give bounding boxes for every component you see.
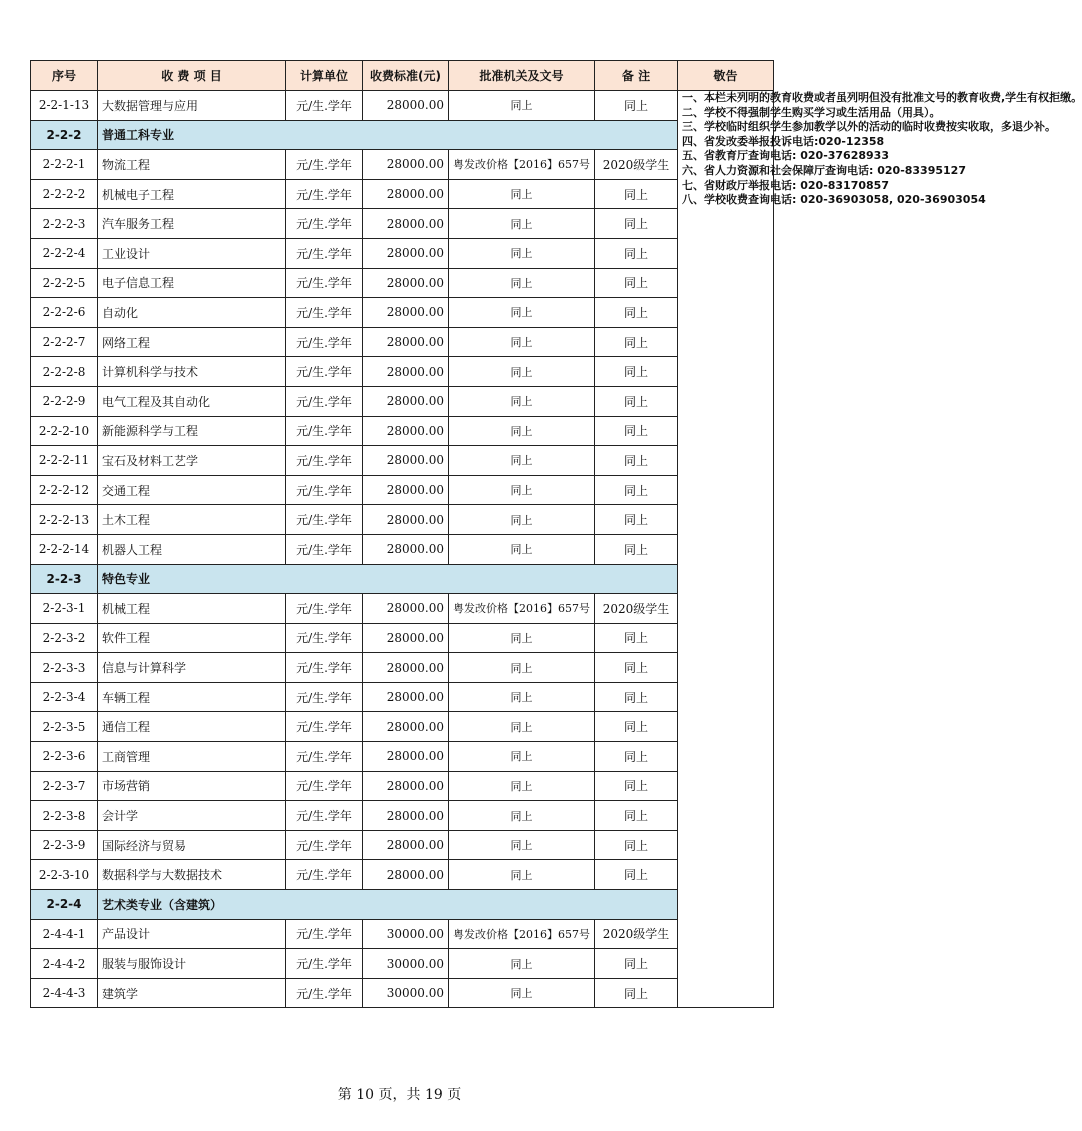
row-code: 2-2-3-6 [31, 742, 98, 772]
row-fee: 28000.00 [363, 238, 449, 268]
row-item: 计算机科学与技术 [98, 357, 286, 387]
row-authority: 同上 [449, 534, 595, 564]
row-authority: 粤发改价格【2016】657号 [449, 150, 595, 180]
notice-cell [678, 91, 1082, 1008]
row-authority: 同上 [449, 712, 595, 742]
row-unit: 元/生.学年 [286, 742, 363, 772]
table-row [31, 386, 774, 416]
row-note: 同上 [595, 623, 678, 653]
row-code: 2-2-3-9 [31, 830, 98, 860]
row-unit: 元/生.学年 [286, 150, 363, 180]
notice-line: 五、省教育厅查询电话: 020-37628933 [682, 149, 889, 163]
header-authority: 批准机关及文号 [449, 61, 595, 91]
group-title: 艺术类专业（含建筑） [98, 890, 678, 920]
header-notice: 敬告 [678, 61, 774, 91]
row-unit: 元/生.学年 [286, 860, 363, 890]
row-fee: 28000.00 [363, 623, 449, 653]
table-row [31, 653, 774, 683]
group-row [31, 120, 774, 150]
row-item: 网络工程 [98, 327, 286, 357]
row-item: 产品设计 [98, 919, 286, 949]
row-code: 2-2-2-4 [31, 238, 98, 268]
row-fee: 28000.00 [363, 150, 449, 180]
row-item: 土木工程 [98, 505, 286, 535]
row-item: 交通工程 [98, 475, 286, 505]
table-row [31, 623, 774, 653]
row-note: 同上 [595, 712, 678, 742]
row-authority: 同上 [449, 238, 595, 268]
row-item: 市场营销 [98, 771, 286, 801]
row-note: 同上 [595, 682, 678, 712]
row-unit: 元/生.学年 [286, 623, 363, 653]
table-row [31, 357, 774, 387]
table-row [31, 179, 774, 209]
row-authority: 同上 [449, 949, 595, 979]
row-fee: 28000.00 [363, 386, 449, 416]
row-note: 同上 [595, 91, 678, 121]
row-item: 机械工程 [98, 594, 286, 624]
row-fee: 28000.00 [363, 860, 449, 890]
row-item: 工业设计 [98, 238, 286, 268]
row-authority: 同上 [449, 505, 595, 535]
row-fee: 28000.00 [363, 594, 449, 624]
header-fee: 收费标准(元) [363, 61, 449, 91]
page-footer: 第 10 页，共 19 页 [337, 1087, 462, 1103]
row-code: 2-2-2-12 [31, 475, 98, 505]
notice-line: 七、省财政厅举报电话: 020-83170857 [682, 178, 889, 192]
row-code: 2-2-2-8 [31, 357, 98, 387]
group-title: 普通工科专业 [98, 120, 678, 150]
row-authority: 同上 [449, 209, 595, 239]
row-fee: 28000.00 [363, 534, 449, 564]
row-item: 工商管理 [98, 742, 286, 772]
row-code: 2-2-2-14 [31, 534, 98, 564]
row-code: 2-2-2-7 [31, 327, 98, 357]
row-fee: 28000.00 [363, 682, 449, 712]
row-unit: 元/生.学年 [286, 505, 363, 535]
row-unit: 元/生.学年 [286, 209, 363, 239]
row-authority: 同上 [449, 298, 595, 328]
table-row [31, 860, 774, 890]
row-item: 数据科学与大数据技术 [98, 860, 286, 890]
row-fee: 30000.00 [363, 919, 449, 949]
row-item: 信息与计算科学 [98, 653, 286, 683]
row-authority: 同上 [449, 268, 595, 298]
row-item: 自动化 [98, 298, 286, 328]
header-row [31, 61, 774, 91]
row-fee: 28000.00 [363, 357, 449, 387]
row-unit: 元/生.学年 [286, 919, 363, 949]
row-note: 同上 [595, 830, 678, 860]
row-item: 软件工程 [98, 623, 286, 653]
row-unit: 元/生.学年 [286, 446, 363, 476]
table-row [31, 534, 774, 564]
row-unit: 元/生.学年 [286, 949, 363, 979]
row-note: 同上 [595, 298, 678, 328]
row-item: 建筑学 [98, 978, 286, 1008]
row-authority: 同上 [449, 801, 595, 831]
row-code: 2-2-2-6 [31, 298, 98, 328]
notice-line: 六、省人力资源和社会保障厅查询电话: 020-83395127 [682, 163, 966, 177]
header-note: 备 注 [595, 61, 678, 91]
row-unit: 元/生.学年 [286, 298, 363, 328]
table-row [31, 919, 774, 949]
row-note: 2020级学生 [595, 594, 678, 624]
notice-line: 三、学校临时组织学生参加教学以外的活动的临时收费按实收取，多退少补。 [682, 120, 1056, 134]
row-code: 2-2-2-5 [31, 268, 98, 298]
row-authority: 同上 [449, 386, 595, 416]
row-authority: 同上 [449, 416, 595, 446]
group-row [31, 890, 774, 920]
row-item: 会计学 [98, 801, 286, 831]
row-code: 2-4-4-1 [31, 919, 98, 949]
table-row [31, 446, 774, 476]
row-authority: 同上 [449, 978, 595, 1008]
row-fee: 28000.00 [363, 742, 449, 772]
row-authority: 同上 [449, 830, 595, 860]
row-fee: 30000.00 [363, 949, 449, 979]
row-unit: 元/生.学年 [286, 91, 363, 121]
row-authority: 同上 [449, 860, 595, 890]
row-fee: 30000.00 [363, 978, 449, 1008]
row-unit: 元/生.学年 [286, 534, 363, 564]
row-unit: 元/生.学年 [286, 268, 363, 298]
row-item: 机械电子工程 [98, 179, 286, 209]
table-row [31, 91, 774, 121]
row-fee: 28000.00 [363, 505, 449, 535]
table-row [31, 830, 774, 860]
row-authority: 同上 [449, 357, 595, 387]
row-unit: 元/生.学年 [286, 830, 363, 860]
row-item: 新能源科学与工程 [98, 416, 286, 446]
table-row [31, 978, 774, 1008]
row-authority: 同上 [449, 179, 595, 209]
row-item: 宝石及材料工艺学 [98, 446, 286, 476]
row-note: 同上 [595, 416, 678, 446]
header-unit: 计算单位 [286, 61, 363, 91]
row-unit: 元/生.学年 [286, 357, 363, 387]
fee-table [30, 60, 1082, 1008]
row-code: 2-2-2-9 [31, 386, 98, 416]
row-code: 2-2-3-2 [31, 623, 98, 653]
row-code: 2-2-2-2 [31, 179, 98, 209]
row-item: 国际经济与贸易 [98, 830, 286, 860]
row-unit: 元/生.学年 [286, 386, 363, 416]
row-item: 电气工程及其自动化 [98, 386, 286, 416]
row-note: 同上 [595, 949, 678, 979]
row-code: 2-2-2-1 [31, 150, 98, 180]
row-code: 2-2-3-5 [31, 712, 98, 742]
table-row [31, 327, 774, 357]
row-fee: 28000.00 [363, 298, 449, 328]
row-note: 同上 [595, 534, 678, 564]
header-code: 序号 [31, 61, 98, 91]
row-fee: 28000.00 [363, 91, 449, 121]
row-authority: 同上 [449, 771, 595, 801]
row-note: 同上 [595, 801, 678, 831]
row-item: 电子信息工程 [98, 268, 286, 298]
row-fee: 28000.00 [363, 209, 449, 239]
notice-line: 四、省发改委举报投诉电话:020-12358 [682, 134, 885, 148]
row-note: 2020级学生 [595, 150, 678, 180]
row-authority: 同上 [449, 91, 595, 121]
row-fee: 28000.00 [363, 416, 449, 446]
table-row [31, 238, 774, 268]
row-item: 机器人工程 [98, 534, 286, 564]
row-fee: 28000.00 [363, 653, 449, 683]
row-note: 同上 [595, 505, 678, 535]
table-row [31, 682, 774, 712]
row-code: 2-4-4-2 [31, 949, 98, 979]
row-authority: 同上 [449, 742, 595, 772]
row-fee: 28000.00 [363, 446, 449, 476]
row-authority: 同上 [449, 653, 595, 683]
row-note: 同上 [595, 209, 678, 239]
table-row [31, 742, 774, 772]
row-item: 大数据管理与应用 [98, 91, 286, 121]
row-note: 同上 [595, 238, 678, 268]
table-row [31, 801, 774, 831]
row-unit: 元/生.学年 [286, 179, 363, 209]
row-unit: 元/生.学年 [286, 475, 363, 505]
row-unit: 元/生.学年 [286, 801, 363, 831]
row-note: 同上 [595, 327, 678, 357]
table-row [31, 209, 774, 239]
row-note: 同上 [595, 742, 678, 772]
row-unit: 元/生.学年 [286, 653, 363, 683]
row-note: 同上 [595, 860, 678, 890]
row-item: 服装与服饰设计 [98, 949, 286, 979]
row-code: 2-2-3-4 [31, 682, 98, 712]
row-authority: 粤发改价格【2016】657号 [449, 919, 595, 949]
table-row [31, 416, 774, 446]
table-row [31, 268, 774, 298]
row-unit: 元/生.学年 [286, 712, 363, 742]
row-code: 2-2-2-3 [31, 209, 98, 239]
notice-line: 八、学校收费查询电话: 020-36903058, 020-36903054 [682, 193, 986, 207]
table-row [31, 594, 774, 624]
fee-table-body [31, 91, 1082, 1008]
row-fee: 28000.00 [363, 327, 449, 357]
row-code: 2-2-2-11 [31, 446, 98, 476]
table-row [31, 475, 774, 505]
group-title: 特色专业 [98, 564, 678, 594]
table-row [31, 150, 774, 180]
row-note: 同上 [595, 357, 678, 387]
row-unit: 元/生.学年 [286, 238, 363, 268]
group-code: 2-2-4 [31, 890, 98, 920]
header-item: 收 费 项 目 [98, 61, 286, 91]
row-unit: 元/生.学年 [286, 978, 363, 1008]
row-note: 同上 [595, 386, 678, 416]
table-row [31, 771, 774, 801]
row-fee: 28000.00 [363, 830, 449, 860]
row-item: 通信工程 [98, 712, 286, 742]
row-item: 物流工程 [98, 150, 286, 180]
row-code: 2-2-3-7 [31, 771, 98, 801]
table-row [31, 298, 774, 328]
row-note: 同上 [595, 446, 678, 476]
table-row [31, 505, 774, 535]
row-code: 2-2-2-10 [31, 416, 98, 446]
row-fee: 28000.00 [363, 268, 449, 298]
row-authority: 同上 [449, 327, 595, 357]
notice-line: 一、本栏未列明的教育收费或者虽列明但没有批准文号的教育收费,学生有权拒缴。 [682, 91, 1082, 104]
row-code: 2-2-3-1 [31, 594, 98, 624]
row-authority: 同上 [449, 475, 595, 505]
row-fee: 28000.00 [363, 475, 449, 505]
row-note: 同上 [595, 653, 678, 683]
row-note: 同上 [595, 179, 678, 209]
row-note: 同上 [595, 475, 678, 505]
row-code: 2-2-3-8 [31, 801, 98, 831]
row-unit: 元/生.学年 [286, 416, 363, 446]
row-fee: 28000.00 [363, 179, 449, 209]
row-code: 2-2-2-13 [31, 505, 98, 535]
group-code: 2-2-3 [31, 564, 98, 594]
row-fee: 28000.00 [363, 712, 449, 742]
row-item: 汽车服务工程 [98, 209, 286, 239]
row-fee: 28000.00 [363, 771, 449, 801]
row-unit: 元/生.学年 [286, 771, 363, 801]
row-code: 2-2-3-10 [31, 860, 98, 890]
group-code: 2-2-2 [31, 120, 98, 150]
row-item: 车辆工程 [98, 682, 286, 712]
table-row [31, 712, 774, 742]
row-unit: 元/生.学年 [286, 594, 363, 624]
row-code: 2-2-3-3 [31, 653, 98, 683]
row-authority: 同上 [449, 623, 595, 653]
table-row [31, 949, 774, 979]
row-note: 同上 [595, 978, 678, 1008]
group-row [31, 564, 774, 594]
row-authority: 同上 [449, 446, 595, 476]
row-authority: 粤发改价格【2016】657号 [449, 594, 595, 624]
row-note: 同上 [595, 268, 678, 298]
notice-line: 二、学校不得强制学生购买学习或生活用品（用具）。 [682, 105, 941, 119]
row-authority: 同上 [449, 682, 595, 712]
row-unit: 元/生.学年 [286, 682, 363, 712]
row-unit: 元/生.学年 [286, 327, 363, 357]
row-fee: 28000.00 [363, 801, 449, 831]
row-code: 2-4-4-3 [31, 978, 98, 1008]
row-note: 2020级学生 [595, 919, 678, 949]
row-note: 同上 [595, 771, 678, 801]
row-code: 2-2-1-13 [31, 91, 98, 121]
